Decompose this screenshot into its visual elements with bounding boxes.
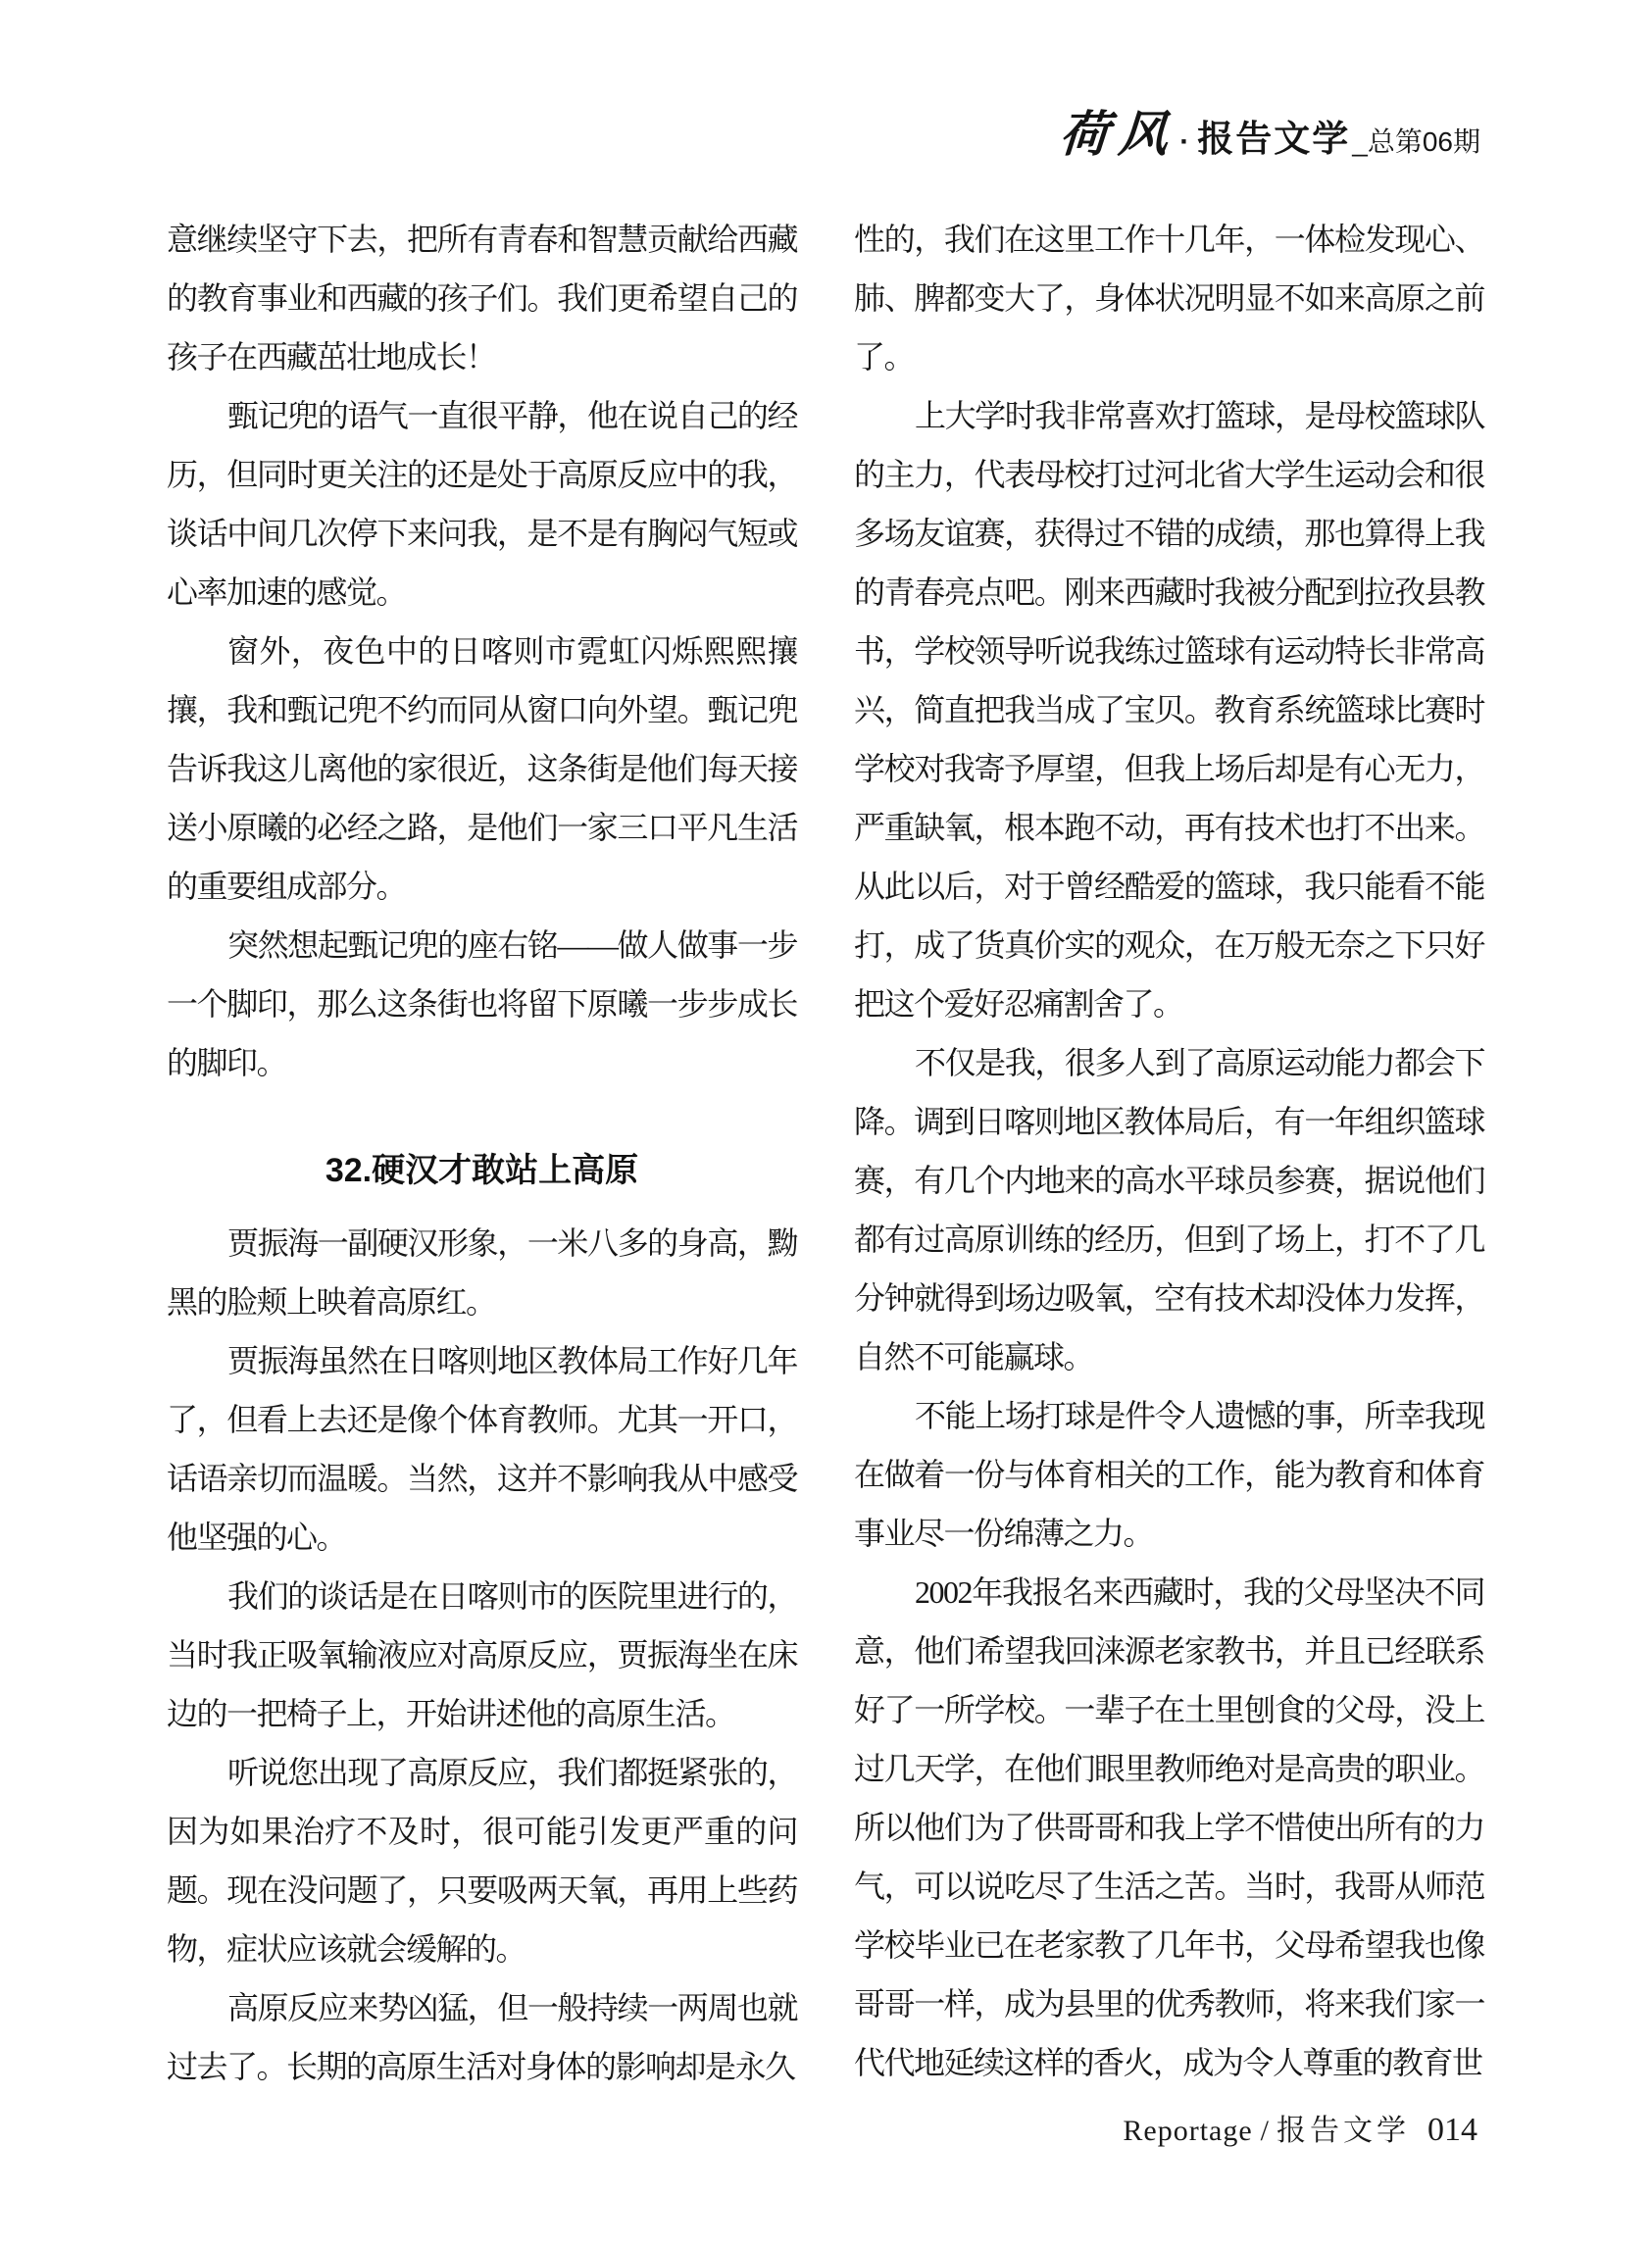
masthead-section-title: 报告文学 — [1197, 119, 1351, 159]
magazine-logo: 荷风 — [1058, 105, 1180, 163]
masthead-separator-dot: · — [1179, 125, 1190, 158]
footer-slash: / — [1260, 2115, 1269, 2147]
paragraph: 性的，我们在这里工作十几年，一体检发现心、肺、脾都变大了，身体状况明显不如来高原之前了。 — [854, 222, 1484, 374]
article-body — [167, 210, 1485, 2096]
paragraph: 窗外，夜色中的日喀则市霓虹闪烁熙熙攘攘，我和甄记兜不约而同从窗口向外望。甄记兜告诉我这儿离他的家很近，这条街是他们每天接送小原曦的必经之路，是他们一家三口平凡生活的重要组成部分。 — [167, 633, 797, 904]
paragraph: 不能上场打球是件令人遗憾的事，所幸我现在做着一份与体育相关的工作，能为教育和体育事业尽一份绵薄之力。 — [854, 1398, 1484, 1551]
footer-section-cn: 报告文学 — [1277, 2115, 1410, 2147]
footer-section-en: Reportage — [1123, 2115, 1253, 2147]
chapter-heading: 32.硬汉才敢站上高原 — [325, 1152, 639, 1189]
masthead-issue-number: _总第06期 — [1352, 126, 1480, 157]
paragraph: 上大学时我非常喜欢打篮球，是母校篮球队的主力，代表母校打过河北省大学生运动会和很多场友谊赛，获得过不错的成绩，那也算得上我的青春亮点吧。刚来西藏时我被分配到拉孜县教书，学校领导听说我练过篮球有运动特长非常高兴，简直把我当成了宝贝。教育系统篮球比赛时学校对我寄予厚望，但我上场后却是有心无力，严重缺氧，根本跑不动，再有技术也打不出来。从此以后，对于曾经酷爱的篮球，我只能看不能打，成了货真价实的观众，在万般无奈之下只好把这个爱好忍痛割舍了。 — [854, 398, 1484, 1022]
paragraph: 高原反应来势凶猛，但一般持续一两周也就过去了。长期的高原生活对身体的影响却是永久 — [167, 1990, 797, 2084]
paragraph: 不仅是我，很多人到了高原运动能力都会下降。调到日喀则地区教体局后，有一年组织篮球赛，有几个内地来的高水平球员参赛，据说他们都有过高原训练的经历，但到了场上，打不了几分钟就得到场边吸氧，空有技术却没体力发挥，自然不可能赢球。 — [854, 1045, 1484, 1374]
page-footer — [1123, 2106, 1477, 2149]
page-header — [1058, 105, 1480, 163]
paragraph: 我们的谈话是在日喀则市的医院里进行的，当时我正吸氧输液应对高原反应，贾振海坐在床边的一把椅子上，开始讲述他的高原生活。 — [167, 1578, 797, 1731]
column-right — [854, 210, 1484, 2096]
paragraph: 甄记兜的语气一直很平静，他在说自己的经历，但同时更关注的还是处于高原反应中的我，谈话中间几次停下来问我，是不是有胸闷气短或心率加速的感觉。 — [167, 398, 797, 610]
paragraph: 贾振海虽然在日喀则地区教体局工作好几年了，但看上去还是像个体育教师。尤其一开口，话语亲切而温暖。当然，这并不影响我从中感受他坚强的心。 — [167, 1343, 797, 1555]
paragraph: 贾振海一副硬汉形象，一米八多的身高，黝黑的脸颊上映着高原红。 — [167, 1225, 797, 1320]
paragraph: 2002年我报名来西藏时，我的父母坚决不同意，他们希望我回涞源老家教书，并且已经联系好了一所学校。一辈子在土里刨食的父母，没上过几天学，在他们眼里教师绝对是高贵的职业。所以他们为了供哥哥和我上学不惜使出所有的力气，可以说吃尽了生活之苦。当时，我哥从师范学校毕业已在老家教了几年书，父母希望我也像哥哥一样，成为县里的优秀教师，将来我们家一代代地延续这样的香火，成为令人尊重的教育世 — [854, 1574, 1484, 2080]
paragraph: 听说您出现了高原反应，我们都挺紧张的，因为如果治疗不及时，很可能引发更严重的问题。现在没问题了，只要吸两天氧，再用上些药物，症状应该就会缓解的。 — [167, 1755, 797, 1967]
paragraph: 突然想起甄记兜的座右铭——做人做事一步一个脚印，那么这条街也将留下原曦一步步成长的脚印。 — [167, 927, 797, 1080]
paragraph: 意继续坚守下去，把所有青春和智慧贡献给西藏的教育事业和西藏的孩子们。我们更希望自己的孩子在西藏茁壮地成长！ — [167, 222, 797, 374]
column-left — [167, 210, 797, 2096]
page-number: 014 — [1427, 2112, 1477, 2148]
